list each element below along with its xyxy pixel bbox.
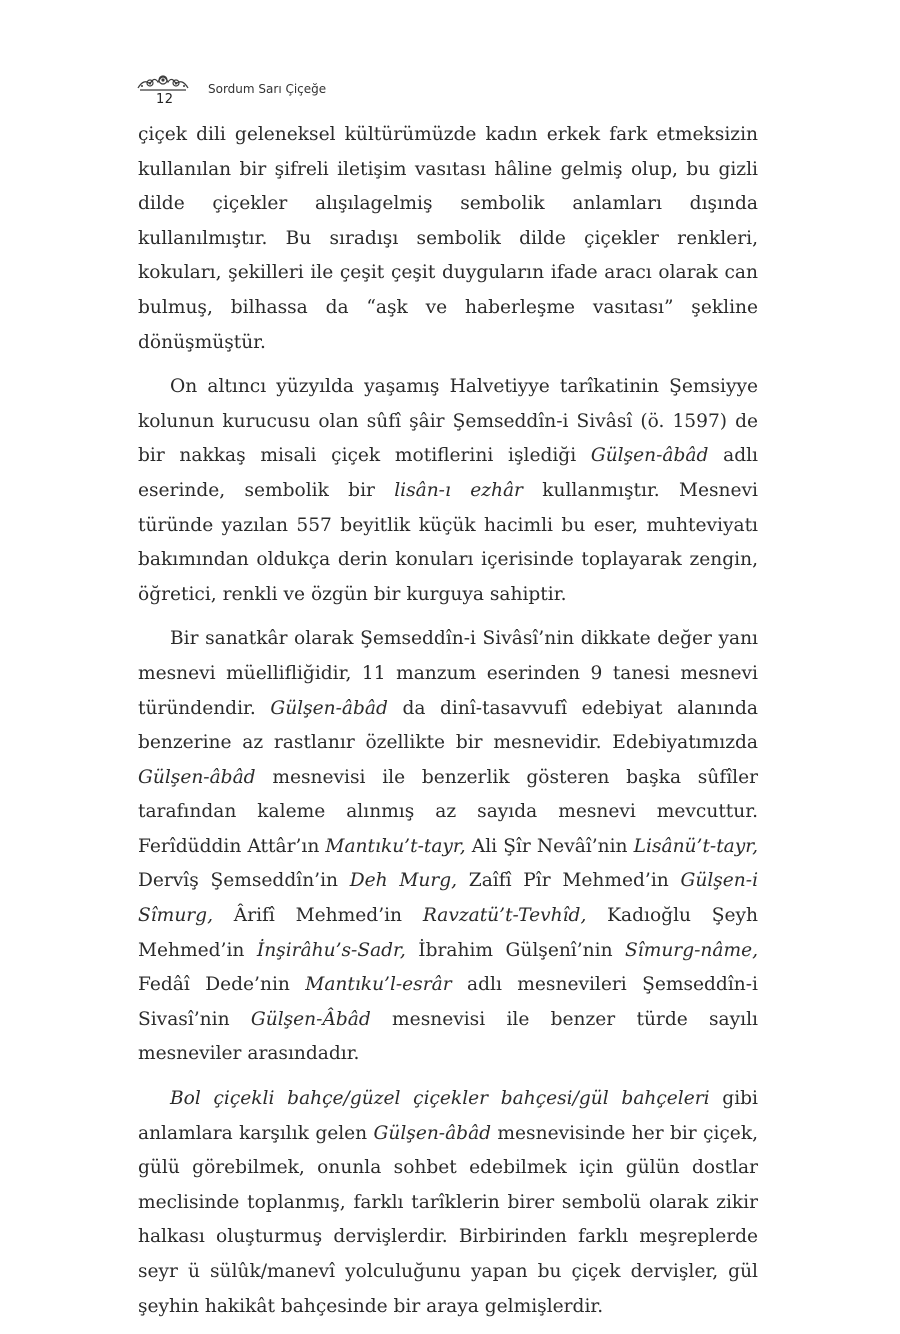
page-number: 12 [156, 92, 174, 107]
text-run: adlı eserinde, sembolik bir [138, 445, 758, 501]
text-run: Kadıoğlu Şeyh Mehmed’in [138, 905, 758, 961]
page-header [136, 68, 436, 112]
italic-title: Gülşen-âbâd [270, 697, 388, 719]
text-run: gibi anlamlara karşılık gelen [138, 1088, 759, 1144]
italic-title: Mantıku’t-tayr, [325, 835, 466, 857]
italic-title: Sîmurg-nâme, [625, 939, 758, 961]
paragraph [138, 118, 758, 360]
text-run: mesnevisi ile benzerlik gösteren başka sûfîler tarafından kaleme alınmış az sayıda mesnevi mevcuttur. Ferîdüddin Attâr’ın [138, 766, 758, 857]
italic-title: İnşirâhu’s-Sadr, [256, 939, 406, 961]
floral-ornament-icon [136, 68, 190, 94]
text-run: İbrahim Gülşenî’nin [405, 939, 626, 961]
paragraph [138, 1082, 758, 1324]
text-run: adlı mesnevileri Şemseddîn-i Sivasî’nin [138, 974, 758, 1030]
italic-title: Gülşen-Âbâd [250, 1008, 371, 1030]
body-text [138, 118, 758, 1334]
italic-title: Gülşen-âbâd [590, 445, 709, 467]
text-run: kullanmıştır. Mesnevi türünde yazılan 557 beyitlik küçük hacimli bu eser, muhteviyatı bakımından oldukça derin konuları içerisinde toplayarak zengin, öğretici, renkli ve özgün bir kurguya sahiptir. [138, 479, 758, 605]
italic-title: Ravzatü’t-Tevhîd, [422, 905, 587, 927]
text-run: Zaîfî Pîr Mehmed’in [457, 870, 681, 892]
text-run: Ali Şîr Nevâî’nin [465, 835, 634, 857]
text-run: On altıncı yüzyılda yaşamış Halvetiyye tarîkatinin Şemsiyye kolunun kurucusu olan sûfî şâir Şemseddîn-i Sivâsî (ö. 1597) de bir nakkaş misali çiçek motiflerini işlediği [138, 376, 758, 467]
italic-title: Bol çiçekli bahçe/güzel çiçekler bahçesi/gül bahçeleri [170, 1088, 710, 1110]
text-run: Dervîş Şemseddîn’in [138, 870, 350, 892]
paragraph [138, 622, 758, 1072]
italic-title: Lisânü’t-tayr, [633, 835, 759, 857]
text-run: çiçek dili geleneksel kültürümüzde kadın erkek fark etmeksizin kullanılan bir şifreli iletişim vasıtası hâline gelmiş olup, bu gizli dilde çiçekler alışılagelmiş sembolik anlamları dışında kullanılmıştır. Bu sıradışı sembolik dilde çiçekler renkleri, kokuları, şekilleri ile çeşit çeşit duyguların ifade aracı olarak can bulmuş, bilhassa da “aşk ve haberleşme vasıtası” şekline dönüşmüştür. [138, 124, 758, 353]
text-run: Ârifî Mehmed’in [213, 905, 423, 927]
text-run: mesnevisi ile benzer türde sayılı mesneviler arasındadır. [138, 1008, 758, 1065]
italic-title: Mantıku’l-esrâr [305, 974, 452, 996]
italic-title: Gülşen-âbâd [138, 766, 256, 788]
italic-title: Deh Murg, [349, 870, 458, 892]
text-run: mesnevisinde her bir çiçek, gülü görebilmek, onunla sohbet edebilmek için gülün dostlar meclisinde toplanmış, farklı tarîklerin birer sembolü olarak zikir halkası oluşturmuş dervişlerdir. Birbirinden farklı meşreplerde seyr ü sülûk/manevî yolculuğunu yapan bu çiçek dervişler, gül şeyhin hakikât bahçesinde bir araya gelmişlerdir. [138, 1122, 758, 1317]
running-title: Sordum Sarı Çiçeğe [208, 82, 327, 96]
text-run: Bir sanatkâr olarak Şemseddîn-i Sivâsî’nin dikkate değer yanı mesnevi müellifliğidir, 11 manzum eserinden 9 tanesi mesnevi türündendir. [138, 628, 758, 719]
text-run: da dinî-tasavvufî edebiyat alanında benzerine az rastlanır özellikte bir mesnevidir. Edebiyatımızda [138, 697, 758, 754]
italic-title: Gülşen-i Sîmurg, [138, 870, 759, 927]
italic-title: Gülşen-âbâd [373, 1122, 492, 1144]
italic-title: lisân-ı ezhâr [394, 479, 523, 501]
paragraph [138, 370, 758, 612]
text-run: Fedâî Dede’nin [138, 974, 306, 996]
